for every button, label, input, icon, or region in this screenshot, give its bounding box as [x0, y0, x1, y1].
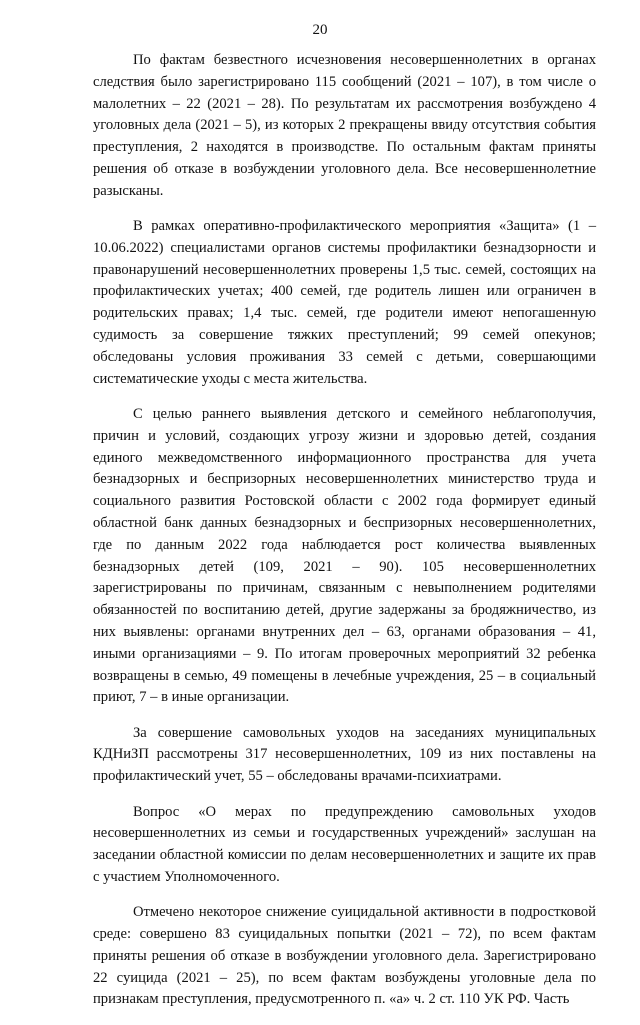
paragraph-suicide-statistics: Отмечено некоторое снижение суицидальной активности в подростковой среде: совершено 83 суицидальных попытки (2021 – 72), по всем фактам приняты решения об отказе в возбуждении уголовного дела. Зарегистрировано 22 суицида (2021 – 25), по всем фактам возбуждены уголовные дела по признакам преступления, предусмотренного п. «а» ч. 2 ст. 110 УК РФ. Часть — [93, 904, 596, 1008]
paragraph-runaways-kdnizp: За совершение самовольных уходов на заседаниях муниципальных КДНиЗП рассмотрены 317 несовершеннолетних, 109 из них поставлены на профилактический учет, 55 – обследованы врачами-психиатрами. — [93, 724, 596, 785]
paragraph-commission-hearing: Вопрос «О мерах по предупреждению самовольных уходов несовершеннолетних из семьи и государственных учреждений» заслушан на заседании областной комиссии по делам несовершеннолетних и защите их прав с участием Уполномоченного. — [93, 803, 596, 885]
paragraph-databank-neglected-children: С целью раннего выявления детского и семейного неблагополучия, причин и условий, создающих угрозу жизни и здоровью детей, создания единого межведомственного информационного пространства для учета безнадзорных и беспризорных несовершеннолетних министерство труда и социального развития Ростовской области с 2002 года формирует единый областной банк данных безнадзорных и беспризорных несовершеннолетних, где по данным 2022 года наблюдается рост количества выявленных безнадзорных детей (109, 2021 – 90). 105 несовершеннолетних зарегистрированы по причинам, связанным с невыполнением родителями обязанностей по воспитанию детей, другие задержаны за бродяжничество, из них выявлены: органами внутренних дел – 63, органами образования – 41, иными организациями – 9. По итогам проверочных мероприятий 32 ребенка возвращены в семью, 49 помещены в лечебные учреждения, 25 – в социальный приют, 7 – в иные организации. — [93, 405, 596, 706]
paragraph-operation-zashchita: В рамках оперативно-профилактического мероприятия «Защита» (1 – 10.06.2022) специалистами органов системы профилактики безнадзорности и правонарушений несовершеннолетних проверены 1,5 тыс. семей, состоящих на профилактических учетах; 400 семей, где родитель лишен или ограничен в родительских правах; 1,4 тыс. семей, где родители имеют непогашенную судимость за совершение тяжких преступлений; 99 семей опекунов; обследованы условия проживания 33 семей с детьми, совершающими систематические уходы с места жительства. — [93, 218, 596, 387]
paragraph-missing-minors: По фактам безвестного исчезновения несовершеннолетних в органах следствия было зарегистрировано 115 сообщений (2021 – 107), в том числе о малолетних – 22 (2021 – 28). По результатам их рассмотрения возбуждено 4 уголовных дела (2021 – 5), из которых 2 прекращены ввиду отсутствия события преступления, 2 находятся в производстве. По остальным фактам приняты решения об отказе в возбуждении уголовного дела. Все несовершеннолетние разысканы. — [93, 52, 596, 199]
page-number: 20 — [312, 22, 328, 38]
document-body — [93, 50, 596, 1025]
